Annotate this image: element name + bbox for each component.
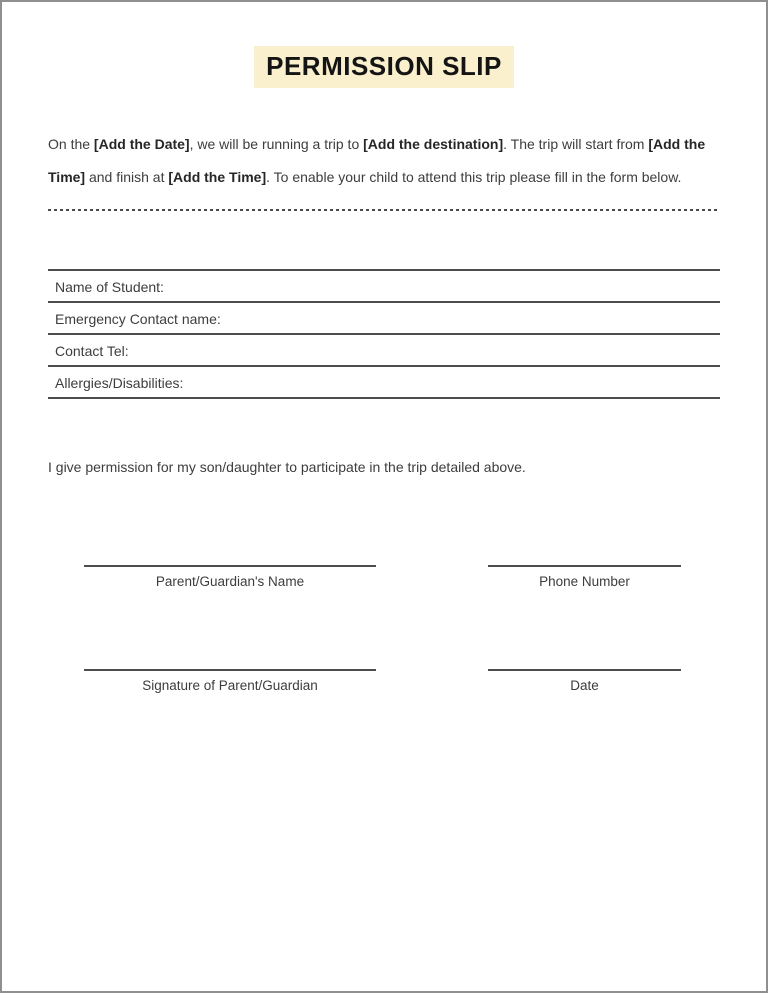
intro-text: On the [48,136,94,152]
form-row-emergency-contact-name[interactable] [48,303,720,335]
permission-statement: I give permission for my son/daughter to participate in the trip detailed above. [48,459,526,475]
placeholder-add-destination: [Add the destination] [363,136,504,152]
signature-row-1 [48,565,720,589]
form-row-allergies-disabilities[interactable] [48,367,720,399]
intro-text: and finish at [85,169,169,185]
signature-row-2 [48,669,720,693]
signature-label: Signature of Parent/Guardian [142,678,318,693]
intro-text: , we will be running a trip to [189,136,364,152]
signature-field-parent-guardian-name[interactable] [84,565,376,589]
form-row-label: Contact Tel: [55,343,129,359]
placeholder-add-date: [Add the Date] [93,136,190,152]
page-content [2,128,766,693]
signature-label: Phone Number [539,574,630,589]
signature-field-date[interactable] [488,669,681,693]
form-row-name-of-student[interactable] [48,271,720,303]
placeholder-add-finish-time: [Add the Time] [168,169,267,185]
signature-label: Date [570,678,599,693]
intro-text: . The trip will start from [503,136,649,152]
page-title: PERMISSION SLIP [254,46,514,88]
signature-field-phone-number[interactable] [488,565,681,589]
intro-paragraph [48,128,720,194]
title-row [2,46,766,88]
dashed-cut-line [48,209,720,211]
placeholder-add-start-time: [Add the Time] [48,136,706,185]
form-row-contact-tel[interactable] [48,335,720,367]
form-row-label: Name of Student: [55,279,164,295]
student-details-table [48,269,720,399]
form-row-label: Allergies/Disabilities: [55,375,184,391]
signature-field-signature-of-parent-guardian[interactable] [84,669,376,693]
form-row-label: Emergency Contact name: [55,311,221,327]
signature-label: Parent/Guardian's Name [155,574,305,589]
intro-text: . To enable your child to attend this trip please fill in the form below. [266,169,682,185]
